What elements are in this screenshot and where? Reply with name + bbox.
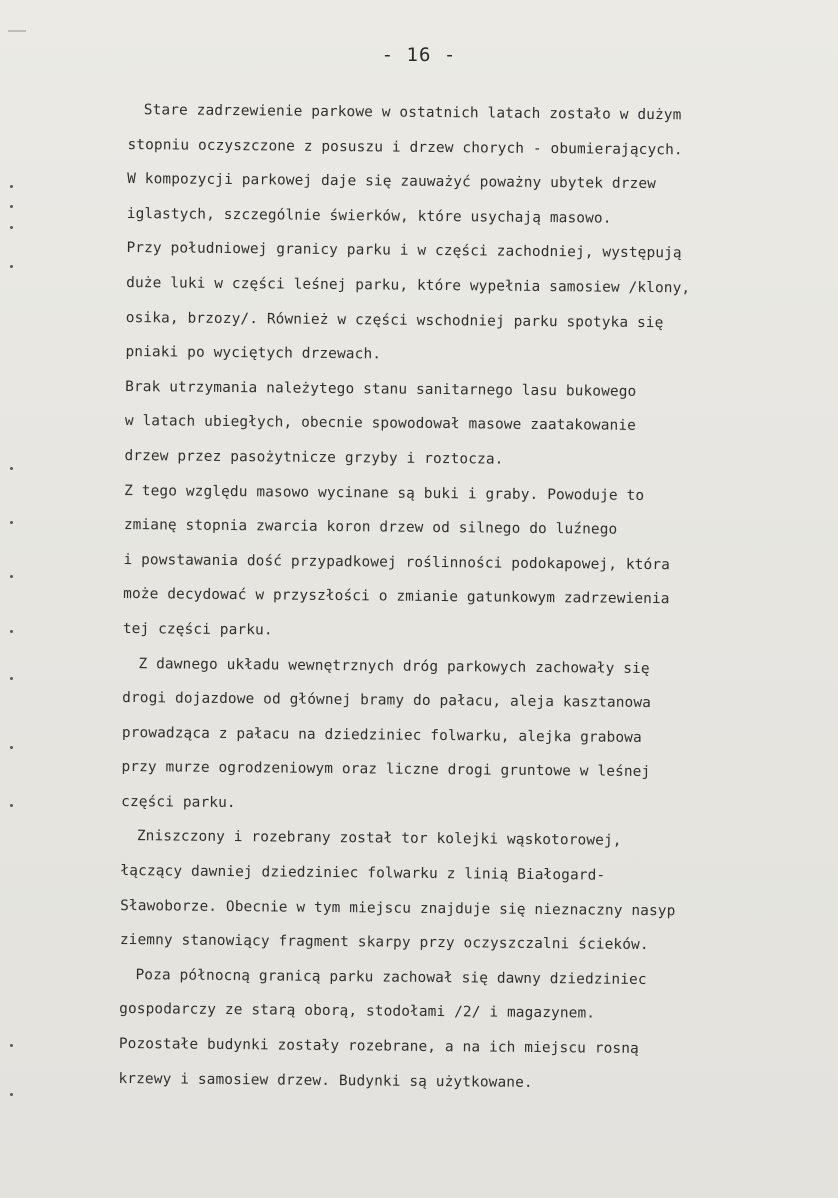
margin-dot [10,226,13,229]
text-line: drogi dojazdowe od głównej bramy do pałacu, aleja kasztanowa [122,690,652,712]
text-line: i powstawania dość przypadkowej roślinności podokapowej, która [123,551,671,573]
text-line: drzew przez pasożytnicze grzyby i roztocza. [124,447,504,468]
text-line: może decydować w przyszłości o zmianie gatunkowym zadrzewienia [123,586,670,608]
margin-dot [10,630,13,633]
text-line: prowadząca z pałacu na dziedziniec folwarku, alejka grabowa [121,724,642,746]
text-line: Z tego względu masowo wycinane są buki i graby. Powoduje to [124,482,645,504]
text-line: zmianę stopnia zwarcia koron drzew od silnego do luźnego [123,517,618,538]
text-line: w latach ubiegłych, obecnie spowodował masowe zaatakowanie [124,413,637,435]
text-line: krzewy i samosiew drzew. Budynki są użytkowane. [118,1070,533,1091]
text-line: iglastych, szczególnie świerków, które usychają masowo. [126,205,612,227]
margin-dot [10,205,13,208]
margin-dot [10,185,13,188]
text-line: części parku. [121,793,236,811]
text-line: Stare zadrzewienie parkowe w ostatnich latach zostało w dużym [143,102,682,124]
margin-dot [10,575,13,578]
margin-dot [10,804,13,807]
text-line: stopniu oczyszczone z posuszu i drzew chorych - obumierających. [127,136,683,158]
margin-dot [10,1093,13,1096]
page-number: - 16 - [381,44,457,66]
margin-smudge [8,30,26,32]
text-line: gospodarczy ze starą oborą, stodołami /2/ i magazynem. [119,1001,596,1022]
text-line: przy murze ogrodzeniowym oraz liczne drogi gruntowe w leśnej [121,759,651,781]
left-margin-marks [0,0,30,1198]
text-line: łączący dawniej dziedziniec folwarku z linią Białogard- [120,863,606,884]
text-line: Poza północną granicą parku zachował się dawny dziedziniec [135,966,647,988]
text-line: Brak utrzymania należytego stanu sanitarnego lasu bukowego [125,378,637,400]
text-line: W kompozycji parkowej daje się zauważyć poważny ubytek drzew [127,171,657,193]
text-line: Przy południowej granicy parku i w części zachodniej, występują [126,240,682,262]
margin-dot [10,746,13,749]
text-line: tej części parku. [122,620,273,639]
margin-dot [10,265,13,268]
margin-dot [10,1044,13,1047]
margin-dot [10,677,13,680]
text-line: Sławoborze. Obecnie w tym miejscu znajduje się nieznaczny nasyp [120,897,676,919]
text-line: Z dawnego układu wewnętrznych dróg parkowych zachowały się [138,655,650,677]
text-line: duże luki w części leśnej parku, które wypełnia samosiew /klony, [126,274,691,297]
text-line: pniaki po wyciętych drzewach. [125,344,382,363]
text-line: osika, brzozy/. Również w części wschodniej parku spotyka się [125,309,664,331]
text-line: Zniszczony i rozebrany został tor kolejki wąskotorowej, [136,828,622,850]
typewritten-text-body [118,93,808,1103]
margin-dot [10,467,13,470]
text-line: Pozostałe budynki zostały rozebrane, a na ich miejscu rosną [118,1035,639,1057]
text-line: ziemny stanowiący fragment skarpy przy oczyszczalni ścieków. [119,932,649,954]
margin-dot [10,521,13,524]
